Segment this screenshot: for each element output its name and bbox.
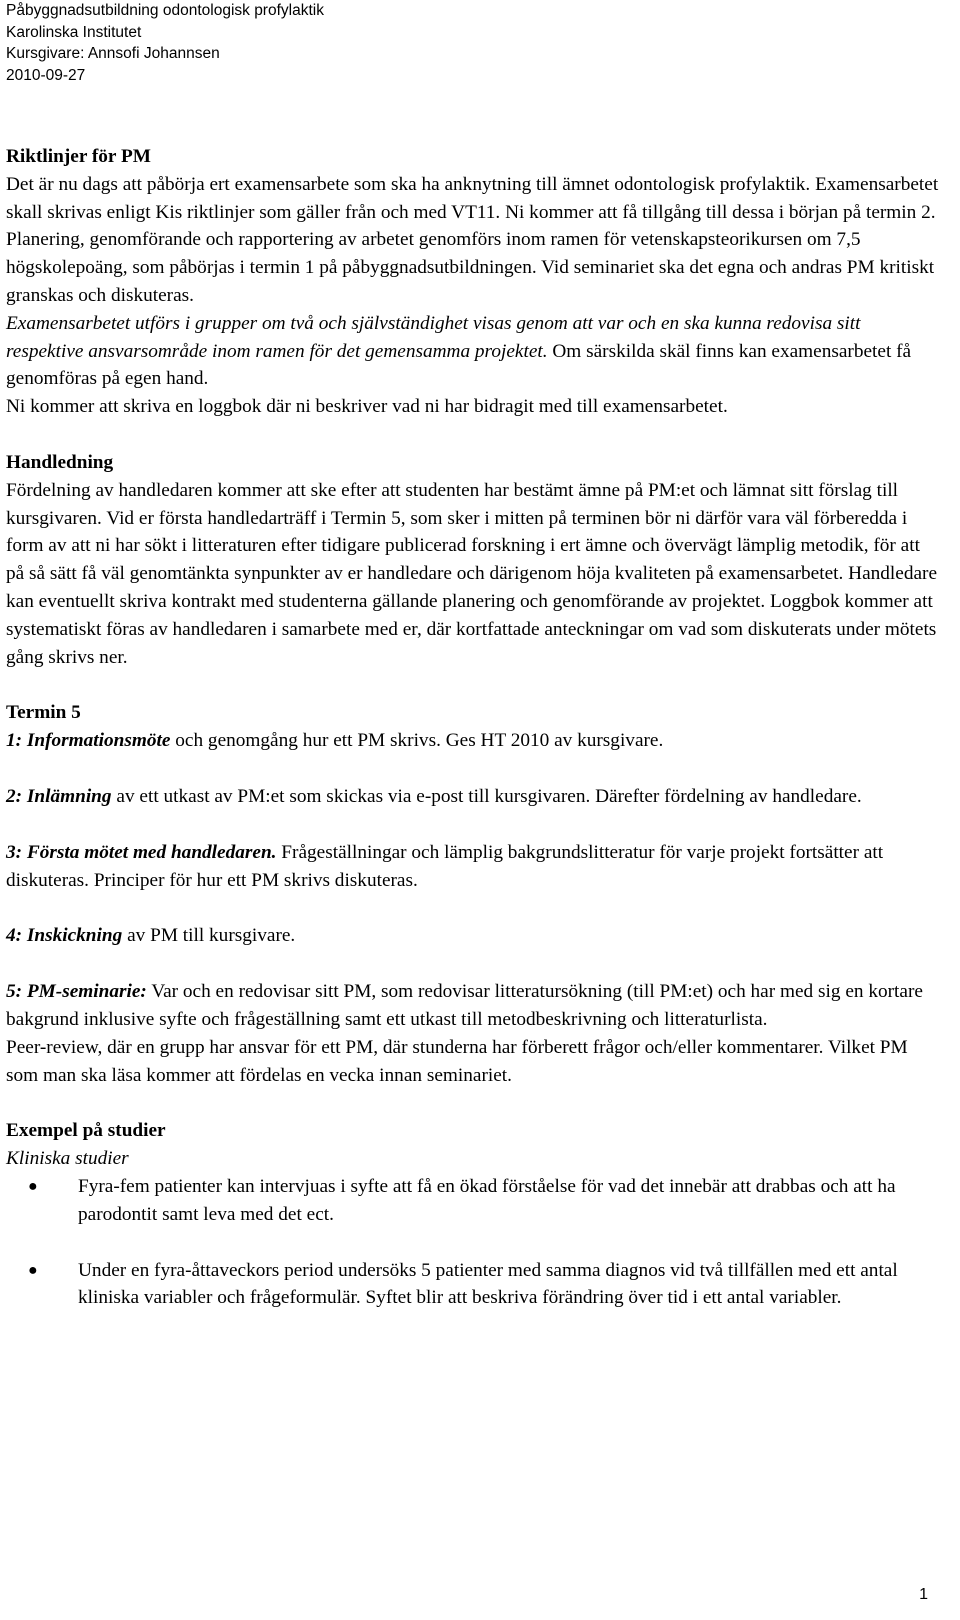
termin5-step-1 [6, 727, 941, 755]
document-header [6, 0, 946, 86]
section-handledning [6, 449, 941, 671]
riktlinjer-paragraph-1: Det är nu dags att påbörja ert examensarbete som ska ha anknytning till ämnet odontologisk profylaktik. Examensarbetet skall skrivas enligt Kis riktlinjer som gäller från och med VT11. Ni kommer att få tillgång till dessa i början på termin 2. Planering, genomförande och rapportering av arbetet genomförs inom ramen för vetenskapsteorikursen om 7,5 högskolepoäng, som påbörjas i termin 1 på påbyggnadsutbildningen. Vid seminariet ska det egna och andras PM kritiskt granskas och diskuteras. [6, 173, 939, 306]
bullet-icon: ● [28, 1261, 38, 1279]
step-1-text: och genomgång hur ett PM skrivs. Ges HT 2010 av kursgivare. [170, 730, 664, 752]
section-exempel [6, 1117, 941, 1312]
list-item: ● Fyra-fem patienter kan intervjuas i syfte att få en ökad förståelse för vad det innebär att drabbas och att ha parodontit samt leva med det ect. [6, 1173, 941, 1229]
document-body [6, 143, 941, 1312]
step-2-text: av ett utkast av PM:et som skickas via e-post till kursgivaren. Därefter fördelning av handledare. [111, 785, 862, 807]
termin5-step-3 [6, 839, 941, 895]
step-5-text: Var och en redovisar sitt PM, som redovisar litteratursökning (till PM:et) och har med sig en kortare bakgrund inklusive syfte och frågeställning samt ett utkast till metodbeskrivning och litteraturlista. [6, 981, 923, 1030]
termin5-step-2 [6, 783, 941, 811]
section-heading-termin5: Termin 5 [6, 702, 81, 724]
section-termin5 [6, 699, 941, 1089]
termin5-step-5 [6, 978, 941, 1034]
riktlinjer-paragraph-2 [6, 310, 941, 393]
step-4-text: av PM till kursgivare. [122, 925, 296, 947]
riktlinjer-paragraph-2-rest: Om särskilda skäl finns kan examensarbetet få genomföras på egen hand. [6, 340, 912, 390]
section-riktlinjer [6, 143, 941, 421]
termin5-step-4 [6, 922, 941, 950]
header-course-giver: Kursgivare: Annsofi Johannsen [6, 45, 220, 62]
section-heading-handledning: Handledning [6, 451, 114, 473]
section-heading-exempel: Exempel på studier [6, 1120, 166, 1142]
example-list [6, 1173, 941, 1312]
header-date: 2010-09-27 [6, 66, 86, 84]
page-number: 1 [919, 1586, 928, 1603]
step-5-label: 5: PM-seminarie: [6, 981, 147, 1003]
step-3-text: Frågeställningar och lämplig bakgrundslitteratur för varje projekt fortsätter att diskuteras. Principer för hur ett PM skrivs diskuteras. [6, 841, 884, 891]
riktlinjer-paragraph-3: Ni kommer att skriva en loggbok där ni beskriver vad ni har bidragit med till examensarbetet. [6, 396, 728, 418]
header-institution: Karolinska Institutet [6, 23, 142, 41]
riktlinjer-italic-text: Examensarbetet utförs i grupper om två och självständighet visas genom att var och en ska kunna redovisa sitt respektive ansvarsområde inom ramen för det gemensamma projektet. [6, 312, 861, 362]
bullet-icon: ● [28, 1177, 38, 1195]
termin5-peer-review: Peer-review, där en grupp har ansvar för ett PM, där stunderna har förberett frågor och/eller kommentarer. Vilket PM som man ska läsa kommer att fördelas en vecka innan seminariet. [6, 1036, 908, 1086]
step-2-label: 2: Inlämning [6, 785, 112, 807]
step-1-label: 1: Informationsmöte [6, 730, 171, 752]
subheading-kliniska-studier: Kliniska studier [6, 1148, 129, 1170]
step-4-label: 4: Inskickning [6, 925, 123, 947]
section-heading-riktlinjer: Riktlinjer för PM [6, 146, 151, 167]
handledning-paragraph: Fördelning av handledaren kommer att ske efter att studenten har bestämt ämne på PM:et och lämnat sitt förslag till kursgivaren. Vid er första handledarträff i Termin 5, som sker i mitten på terminen bör ni därför vara väl förberedda i form av att ni har sökt i litteraturen efter tidigare publicerad forskning i ert ämne och övervägt lämplig metodik, för att på så sätt få väl genomtänkta synpunkter av er handledare och därigenom höja kvaliteten på examensarbetet. Handledare kan eventuellt skriva kontrakt med studenterna gällande planering och genomförande av projektet. Loggbok kommer att systematiskt föras av handledaren i samarbete med er, där kortfattade anteckningar om vad som diskuterats under mötets gång skrivs ner. [6, 479, 938, 668]
step-3-label: 3: Första mötet med handledaren. [6, 841, 277, 863]
document-page [6, 0, 946, 1309]
list-item: ● Under en fyra-åttaveckors period undersöks 5 patienter med samma diagnos vid två tillfällen med ett antal kliniska variabler och frågeformulär. Syftet blir att beskriva förändring över tid i ett antal variabler. [6, 1257, 941, 1313]
header-program: Påbyggnadsutbildning odontologisk profylaktik [6, 2, 324, 19]
